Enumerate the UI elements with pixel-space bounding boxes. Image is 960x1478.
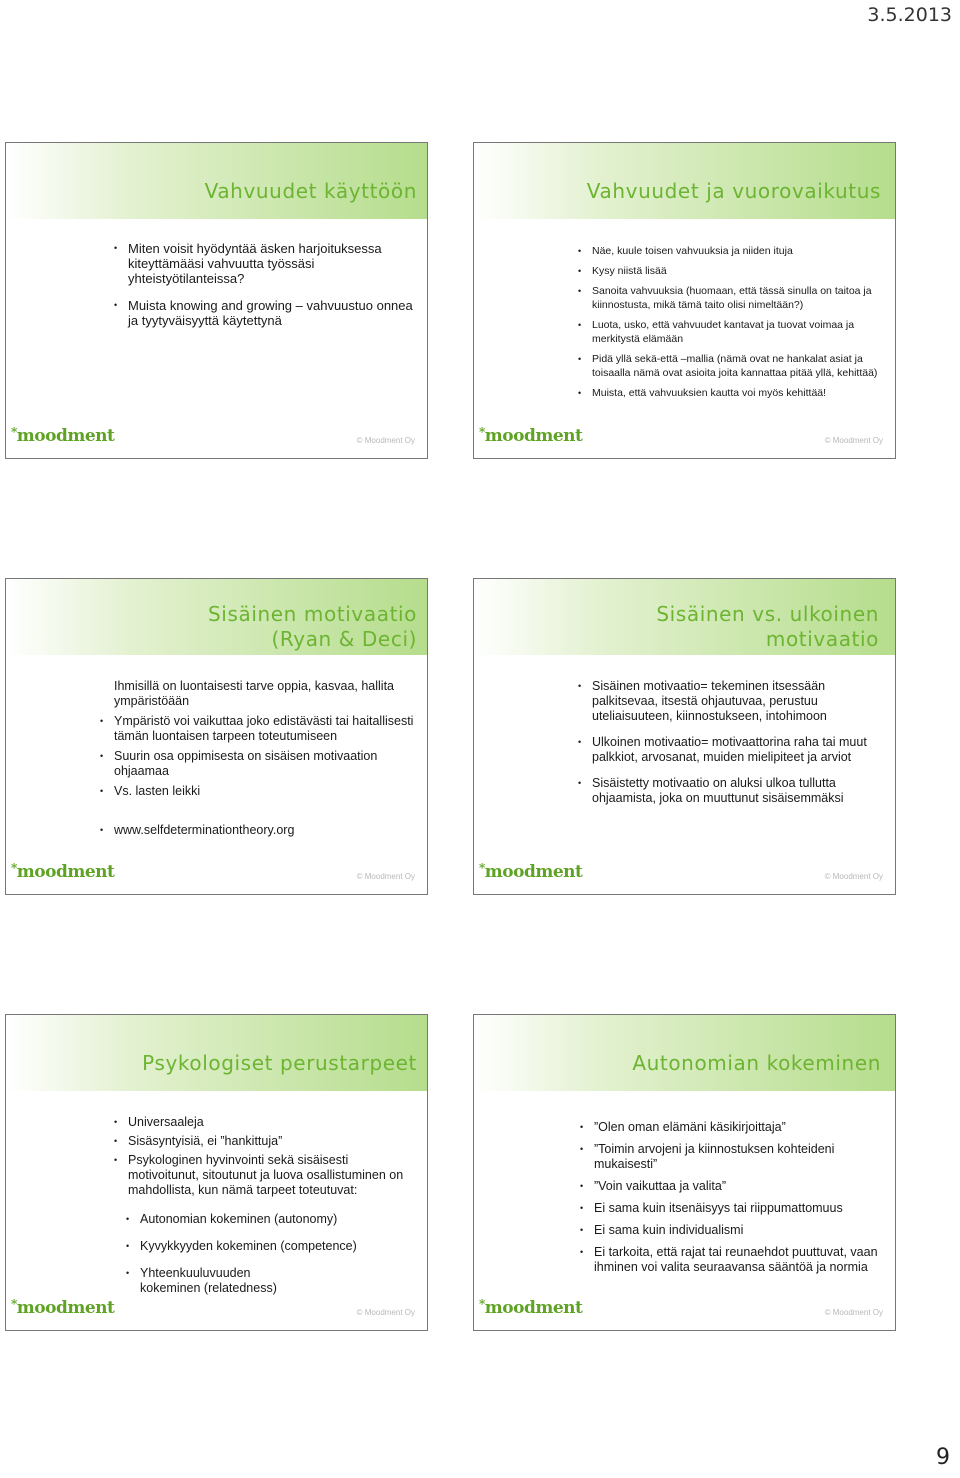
bullet-item: • ”Voin vaikuttaa ja valita”: [580, 1179, 889, 1194]
bullet-item: • ”Toimin arvojeni ja kiinnostuksen kohteideni mukaisesti”: [580, 1142, 889, 1172]
bullet-item: • Näe, kuule toisen vahvuuksia ja niiden ituja: [578, 244, 885, 258]
slide-footer: [6, 424, 427, 458]
slide-title: Vahvuudet käyttöön: [204, 179, 417, 203]
sub-bullet-item: • Autonomian kokeminen (autonomy): [126, 1212, 419, 1227]
bullet-item: • Ympäristö voi vaikuttaa joko edistävästi tai haitallisesti tämän luontaisen tarpeen toteutumiseen: [100, 714, 419, 744]
slide-title: [208, 602, 417, 652]
slide-vahvuudet-kayttoon: [5, 142, 428, 459]
bullet-item: • Muista, että vahvuuksien kautta voi myös kehittää!: [578, 386, 885, 400]
bullet-item: • Miten voisit hyödyntää äsken harjoituksessa kiteyttämääsi vahvuutta työssäsi yhteistyötilanteissa?: [114, 241, 419, 286]
slide-footer: [474, 1296, 895, 1330]
bullet-item: • Sanoita vahvuuksia (huomaan, että tässä sinulla on taitoa ja kiinnostusta, mikä tämä taito olisi nimeltään?): [578, 284, 885, 312]
bullet-item: • Ei sama kuin itsenäisyys tai riippumattomuus: [580, 1201, 889, 1216]
moodment-logo: *moodment: [479, 425, 583, 446]
bullet-item: • Pidä yllä sekä-että –mallia (nämä ovat ne hankalat asiat ja toisaalla nämä ovat asioita joita kannattaa pitää yllä, kehittää): [578, 352, 885, 380]
moodment-logo: *moodment: [11, 1297, 115, 1318]
slide-footer: [474, 424, 895, 458]
copyright: © Moodment Oy: [824, 1308, 883, 1317]
page-number: 9: [936, 1445, 950, 1470]
bullet-item: • Suurin osa oppimisesta on sisäisen motivaation ohjaamaa: [100, 749, 419, 779]
slide-title: Psykologiset perustarpeet: [142, 1051, 417, 1075]
slide-sisainen-motivaatio: [5, 578, 428, 895]
bullet-item: • Ei sama kuin individualismi: [580, 1223, 889, 1238]
bullet-item: • Muista knowing and growing – vahvuustuo onnea ja tyytyväisyyttä käytettynä: [114, 298, 419, 328]
moodment-logo: *moodment: [479, 1297, 583, 1318]
copyright: © Moodment Oy: [356, 436, 415, 445]
bullet-item: • Sisäistetty motivaatio on aluksi ulkoa tullutta ohjaamista, joka on muuttunut sisäisemmäksi: [578, 776, 887, 806]
title-line: motivaatio: [765, 627, 879, 651]
slide-sisainen-vs-ulkoinen: [473, 578, 896, 895]
bullet-item: • Ulkoinen motivaatio= motivaattorina raha tai muut palkkiot, arvosanat, muiden mielipiteet ja arviot: [578, 735, 887, 765]
slide-footer: [6, 860, 427, 894]
slide-footer: [6, 1296, 427, 1330]
slide-psykologiset-perustarpeet: [5, 1014, 428, 1331]
moodment-logo: *moodment: [11, 425, 115, 446]
sub-bullet-item: • Kyvykkyyden kokeminen (competence): [126, 1239, 419, 1254]
copyright: © Moodment Oy: [824, 872, 883, 881]
copyright: © Moodment Oy: [356, 1308, 415, 1317]
bullet-item: • Ei tarkoita, että rajat tai reunaehdot puuttuvat, vaan ihminen voi valita seuraavansa sääntöä ja normia: [580, 1245, 889, 1275]
slide-title: Autonomian kokeminen: [632, 1051, 881, 1075]
slide-title: Vahvuudet ja vuorovaikutus: [586, 179, 881, 203]
sub-bullet-item: • Yhteenkuuluvuuden kokeminen (relatedness): [126, 1266, 419, 1296]
title-line: Sisäinen vs. ulkoinen: [656, 602, 879, 626]
page-date: 3.5.2013: [867, 4, 952, 26]
bullet-item: • Psykologinen hyvinvointi sekä sisäisesti motivoitunut, sitoutunut ja luova osallistuminen on mahdollista, kun nämä tarpeet toteutuvat:: [114, 1153, 419, 1198]
bullet-item: • Sisäinen motivaatio= tekeminen itsessään palkitsevaa, itsestä ohjautuvaa, perustuu uteliaisuuteen, kiinnostukseen, intohimoon: [578, 679, 887, 724]
copyright: © Moodment Oy: [356, 872, 415, 881]
title-line: Sisäinen motivaatio: [208, 602, 417, 626]
slide-autonomian-kokeminen: [473, 1014, 896, 1331]
link-item: • www.selfdeterminationtheory.org: [100, 823, 419, 838]
copyright: © Moodment Oy: [824, 436, 883, 445]
moodment-logo: *moodment: [11, 861, 115, 882]
bullet-item: • Luota, usko, että vahvuudet kantavat ja tuovat voimaa ja merkitystä elämään: [578, 318, 885, 346]
slide-title: [656, 602, 879, 652]
slide-footer: [474, 860, 895, 894]
moodment-logo: *moodment: [479, 861, 583, 882]
bullet-item: • Sisäsyntyisiä, ei ”hankittuja”: [114, 1134, 419, 1149]
slide-vahvuudet-ja-vuorovaikutus: [473, 142, 896, 459]
bullet-item: • Kysy niistä lisää: [578, 264, 885, 278]
intro-text: Ihmisillä on luontaisesti tarve oppia, kasvaa, hallita ympäristöään: [114, 679, 395, 708]
bullet-item: • ”Olen oman elämäni käsikirjoittaja”: [580, 1120, 889, 1135]
bullet-item: • Universaaleja: [114, 1115, 419, 1130]
bullet-item: • Vs. lasten leikki: [100, 784, 419, 799]
title-line: (Ryan & Deci): [271, 627, 417, 651]
